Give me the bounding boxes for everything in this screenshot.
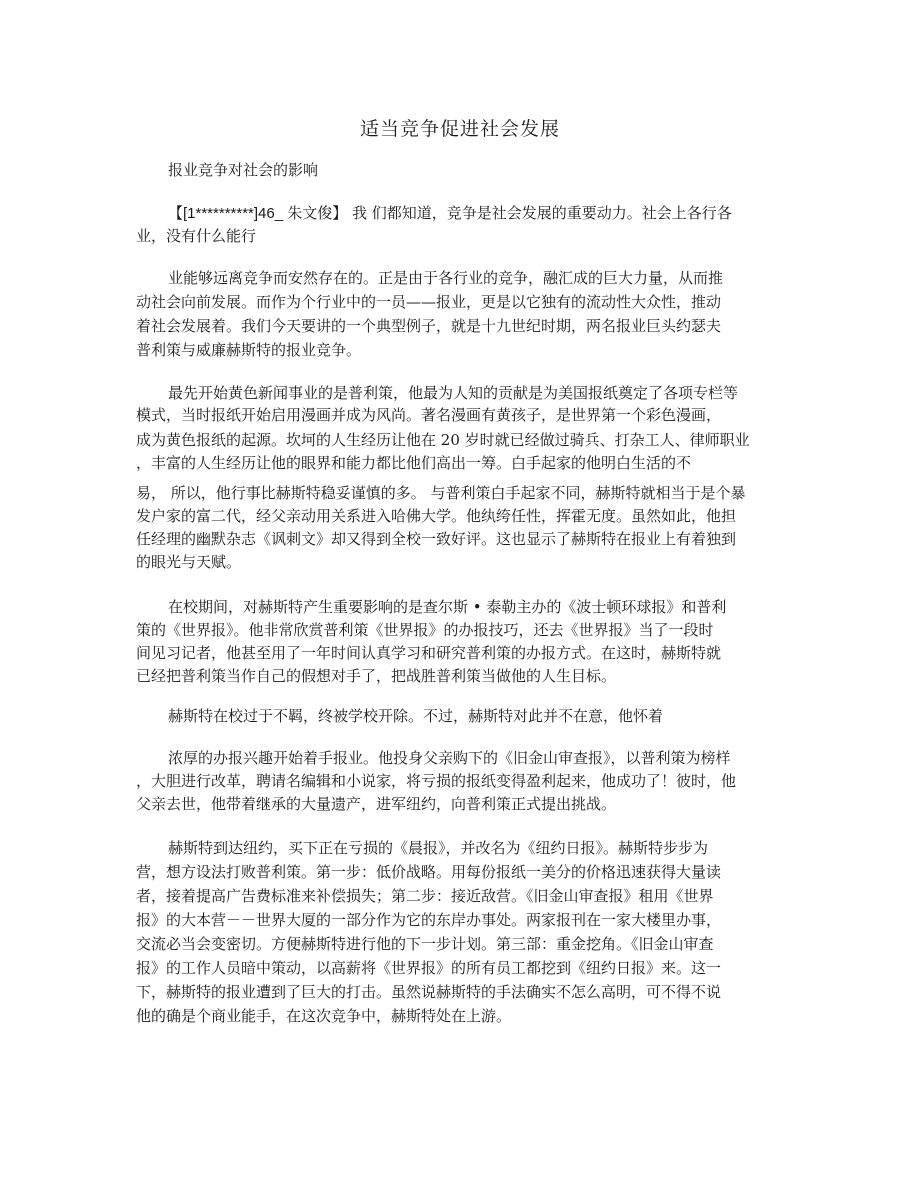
- text-line: 任经理的幽默杂志《讽刺文》却又得到全校一致好评。这也显示了赫斯特在报业上有着独到: [136, 530, 737, 548]
- text-line: 的眼光与天赋。: [136, 553, 242, 571]
- byline: [168, 203, 732, 224]
- text-line: 他的确是个商业能手，在这次竞争中，赫斯特处在上游。: [136, 1007, 512, 1025]
- text-line: 交流必当会变密切。方便赫斯特进行他的下一步计划。第三部：重金挖角。《旧金山审查: [136, 935, 714, 953]
- text-line: 赫斯特到达纽约，买下正在亏损的《晨报》，并改名为《纽约日报》。赫斯特步步为: [168, 839, 709, 857]
- byline-code: 【[1**********]46_ 朱文俊】: [168, 205, 348, 222]
- byline-text: 我 们都知道，竞争是社会发展的重要动力。社会上各行各: [347, 204, 732, 222]
- text-line: 浓厚的办报兴趣开始着手报业。他投身父亲购下的《旧金山审查报》，以普利策为榜样: [168, 749, 731, 767]
- text-line: 策的《世界报》。他非常欣赏普利策《世界报》的办报技巧，还去《世界报》当了一段时: [136, 621, 714, 639]
- text-line: 最先开始黄色新闻事业的是普利策，他最为人知的贡献是为美国报纸奠定了各项专栏等: [168, 384, 739, 402]
- text-line: 营，想方设法打败普利策。第一步：低价战略。用每份报纸一美分的价格迅速获得大量读: [136, 863, 722, 881]
- text-line: 业，没有什么能行: [136, 227, 257, 245]
- text-line: 着社会发展着。我们今天要讲的一个典型例子，就是十九世纪时期，两名报业巨头约瑟夫: [136, 317, 722, 335]
- page-title: 适当竞争促进社会发展: [359, 118, 560, 140]
- text-line: 报》的工作人员暗中策动，以高薪将《世界报》的所有员工都挖到《纽约日报》来。这一: [136, 959, 722, 977]
- text-line: 成为黄色报纸的起源。坎坷的人生经历让他在 20 岁时就已经做过骑兵、打杂工人、律师职业: [136, 431, 750, 449]
- text-line: 赫斯特在校过于不羁，终被学校开除。不过，赫斯特对此并不在意，他怀着: [168, 707, 664, 725]
- text-line: 业能够远离竞争而安然存在的。正是由于各行业的竞争，融汇成的巨大力量，从而推: [168, 269, 724, 287]
- text-line: 已经把普利策当作自己的假想对手了，把战胜普利策当做他的人生目标。: [136, 667, 617, 685]
- text-line: 普利策与威廉赫斯特的报业竞争。: [136, 341, 362, 359]
- text-line: ，大胆进行改革，聘请名编辑和小说家，将亏损的报纸变得盈利起来，他成功了！彼时，他: [136, 772, 737, 790]
- subtitle: 报业竞争对社会的影响: [168, 161, 319, 179]
- text-line: ，丰富的人生经历让他的眼界和能力都比他们高出一筹。白手起家的他明白生活的不: [136, 454, 692, 472]
- text-line: 动社会向前发展。而作为个行业中的一员——报业，更是以它独有的流动性大众性，推动: [136, 293, 722, 311]
- text-line: 父亲去世，他带着继承的大量遗产，进军纽约，向普利策正式提出挑战。: [136, 795, 617, 813]
- text-line: 模式，当时报纸开始启用漫画并成为风尚。著名漫画有黄孩子，是世界第一个彩色漫画，: [136, 406, 722, 424]
- text-line: 下，赫斯特的报业遭到了巨大的打击。虽然说赫斯特的手法确实不怎么高明，可不得不说: [136, 983, 722, 1001]
- text-line: 间见习记者，他甚至用了一年时间认真学习和研究普利策的办报方式。在这时，赫斯特就: [136, 644, 722, 662]
- text-line: 在校期间，对赫斯特产生重要影响的是查尔斯 • 泰勒主办的《波士顿环球报》和普利: [168, 598, 727, 616]
- text-line: 发户家的富二代，经父亲动用关系进入哈佛大学。他纨绔任性，挥霍无度。虽然如此，他担: [136, 507, 737, 525]
- text-line: 者，接着提高广告费标准来补偿损失；第二步：接近敌营。《旧金山审查报》租用《世界: [136, 887, 714, 905]
- text-line: 报》的大本营－－世界大厦的一部分作为它的东岸办事处。两家报刊在一家大楼里办事，: [136, 911, 722, 929]
- text-line: 易， 所以，他行事比赫斯特稳妥谨慎的多。 与普利策白手起家不同，赫斯特就相当于是个暴: [136, 484, 746, 502]
